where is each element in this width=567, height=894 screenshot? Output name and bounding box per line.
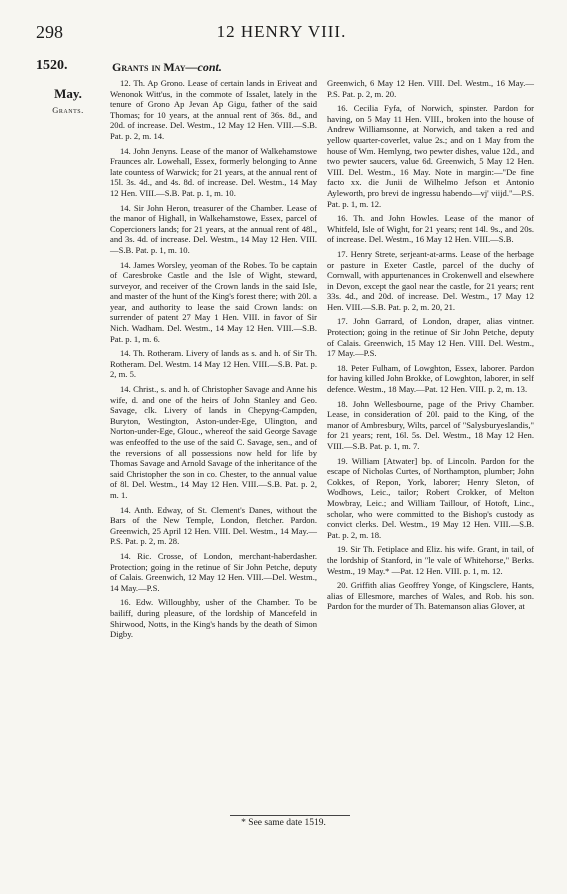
entry: 14. Christ., s. and h. of Christopher Savage and Anne his wife, d. and one of the heirs of John Stanley and Geo. Savage, clk. Livery of lands in Chepyng-Campden, Buryton, Westington, Aston-under-Ege, Ulington, and Norton-under-Ege, Glouc., whereof the said George Savage was enfeoffed to the use of the said C. Savage, sen., and of the reversions of all possessions now held for life by Thomas Savage and Arnold Savage of the inheritance of the said Christopher the son in co. Chester, to the annual value of 8l. Del. Westm., 14 May 12 Hen. VIII.—S.B. Pat. p. 2, m. 1. (110, 384, 317, 500)
running-head: 12 HENRY VIII. (216, 22, 347, 41)
page-number: 298 (36, 22, 63, 42)
entry: 14. Sir John Heron, treasurer of the Chamber. Lease of the manor of Highall, in Walkehamstowe, Essex, parcel of Copercioners lands; for 21 years, at the annual rent of 48l., and 3s. 4d. of increase. Del. Westm., 14 May 12 Hen. VIII.—S.B. Pat. p. 1, m. 10. (110, 202, 317, 255)
entry: 12. Th. Ap Grono. Lease of certain lands in Eriveat and Wenonok Witt'us, in the commote of Issalet, lately in the tenure of Grono Ap Jevan Ap Gigu, father of the said Thomas; for 10 years, at the annual rent of 36s. 8d., and 20d. of increase. Del. Westm., 12 May 12 Hen. VIII.—S.B. Pat. p. 2, m. 14. (110, 78, 317, 141)
margin-notes (36, 58, 100, 115)
entry: 19. William [Atwater] bp. of Lincoln. Pardon for the escape of Nicholas Curtes, of Northampton, plumber; John Cokkes, of Repon, York, laborer; Henry Sleton, of Wodhows, Leic., tailor; Robert Crokker, of Melton Mowbray, Leic.; and William Taillour, of Hotoft, Linc., scholar, who were committed to the Bishop's custody as convict clerks. Del. Westm., 19 May 12 Hen. VIII.—S.B. Pat. p. 2, m. 18. (327, 455, 534, 540)
left-column (110, 78, 317, 644)
footnote: * See same date 1519. (241, 818, 326, 828)
entry: 18. Peter Fulham, of Lowghton, Essex, laborer. Pardon for having killed John Brokke, of Lowghton, laborer, in self defence. Westm., 18 May.—Pat. 12 Hen. VIII. p. 2, m. 13. (327, 362, 534, 395)
section-title-suffix: —cont. (185, 60, 222, 74)
entry: 18. John Wellesbourne, page of the Privy Chamber. Lease, in consideration of 20l. paid to the King, of the manor of Ambresbury, Wilts, parcel of "Salysburyeslandis," for 21 years; rent, 16l. 5s. Del. Westm., 18 May 12 Hen. VIII.—S.B. Pat. p. 1, m. 7. (327, 398, 534, 451)
entry: 17. John Garrard, of London, draper, alias vintner. Protection; going in the retinue of Sir John Petche, deputy of Calais. Greenwich, 15 May 12 Hen. VIII. Del. Westm., 17 May.—P.S. (327, 316, 534, 359)
section-title (112, 60, 222, 75)
page-header (36, 22, 527, 44)
entry: 14. John Jenyns. Lease of the manor of Walkehamstowe Fraunces alr. Lowehall, Essex, formerly belonging to Anne late countess of Warwick; for 21 years, at the annual rent of 15l. 3s. 4d., and 4s. 8d. of increase. Del. Westm., 14 May 12 Hen. VIII.—S.B. Pat. p. 1, m. 10. (110, 145, 317, 198)
entry: 16. Cecilia Fyfa, of Norwich, spinster. Pardon for having, on 5 May 11 Hen. VIII., broken into the house of Andrew Williamsonne, at Norwich, and taken a red and yellow quarter-coverlet, value 2s.; and on 1 May from the house of Wm. Hemlyng, two pewter dishes, value 12d., and two pewter saucers, value 6d. Greenwich, 5 May 12 Hen. VIII. Del. Westm., 16 May. Note in margin:—"De fine facto xx. die Junii de Wilhelmo Jefson et Antonio Ayleworth, pro brevi de ingressu habendo—vj' viijd."—P.S. Pat. p. 1, m. 12. (327, 103, 534, 209)
entry: 14. Anth. Edway, of St. Clement's Danes, without the Bars of the New Temple, London, fletcher. Pardon. Greenwich, 25 April 12 Hen. VIII. Del. Westm., 14 May.—P.S. Pat. p. 2, m. 28. (110, 504, 317, 547)
margin-subject: Grants. (52, 105, 84, 115)
margin-year: 1520. (36, 58, 68, 73)
entry: 17. Henry Strete, serjeant-at-arms. Lease of the herbage or pasture in Exeter Castle, parcel of the duchy of Cornwall, with appurtenances in Crokenwell and elsewhere in Devon, except the gaol near the castle, for 21 years; rent 33s. 4d., and 20d. of increase. Del. Westm., 17 May 12 Hen. VIII.—S.B. Pat. p. 2, m. 20, 21. (327, 248, 534, 312)
section-title-main: Grants in May (112, 60, 186, 74)
margin-month: May. (54, 86, 82, 101)
entry: 19. Sir Th. Fetiplace and Eliz. his wife. Grant, in tail, of the lordship of Stanford, in "le vale of Whitehorse," Berks. Westm., 19 May.* —Pat. 12 Hen. VIII. p. 1, m. 12. (327, 544, 534, 576)
entry: 14. James Worsley, yeoman of the Robes. To be captain of Caresbroke Castle and the Isle of Wight, steward, surveyor, and receiver of the Crown lands in the said Isle, and master of the hunt of the King's forest there; with 20l. a year, and authority to lease the said Crown lands: on surrender of patent 27 May 1 Hen. VIII. in favor of Sir Nich. Wadham. Del. Westm., 14 May 12 Hen. VIII.—S.B. Pat. p. 1, m. 6. (110, 259, 317, 344)
entry: 14. Ric. Crosse, of London, merchant-haberdasher. Protection; going in the retinue of Sir John Petche, deputy of Calais. Greenwich, 12 May 12 Hen. VIII.—Del. Westm., 14 May.—P.S. (110, 550, 317, 593)
entry: 20. Griffith alias Geoffrey Yonge, of Kingsclere, Hants, alias of Ellesmore, marches of Wales, and Rob. his son. Pardon for the murder of Th. Batemanson alias Glover, at (327, 580, 534, 612)
right-column (327, 78, 534, 616)
entry: 16. Edw. Willoughby, usher of the Chamber. To be bailiff, during pleasure, of the lordship of Mancefeld in Shirwood, Notts, in the King's hands by the death of Simon Digby. (110, 597, 317, 640)
entry: 16. Th. and John Howles. Lease of the manor of Whitfeld, Isle of Wight, for 21 years; rent 14l. 9s., and 20s. of increase. Del. Westm., 16 May 12 Hen. VIII.—S.B. (327, 213, 534, 245)
footnote-rule (230, 815, 350, 816)
entry: 14. Th. Rotheram. Livery of lands as s. and h. of Sir Th. Rotheram. Del. Westm. 14 May 12 Hen. VIII.—S.B. Pat. p. 2, m. 5. (110, 348, 317, 380)
entry-continued: Greenwich, 6 May 12 Hen. VIII. Del. Westm., 16 May.—P.S. Pat. p. 2, m. 20. (327, 78, 534, 99)
